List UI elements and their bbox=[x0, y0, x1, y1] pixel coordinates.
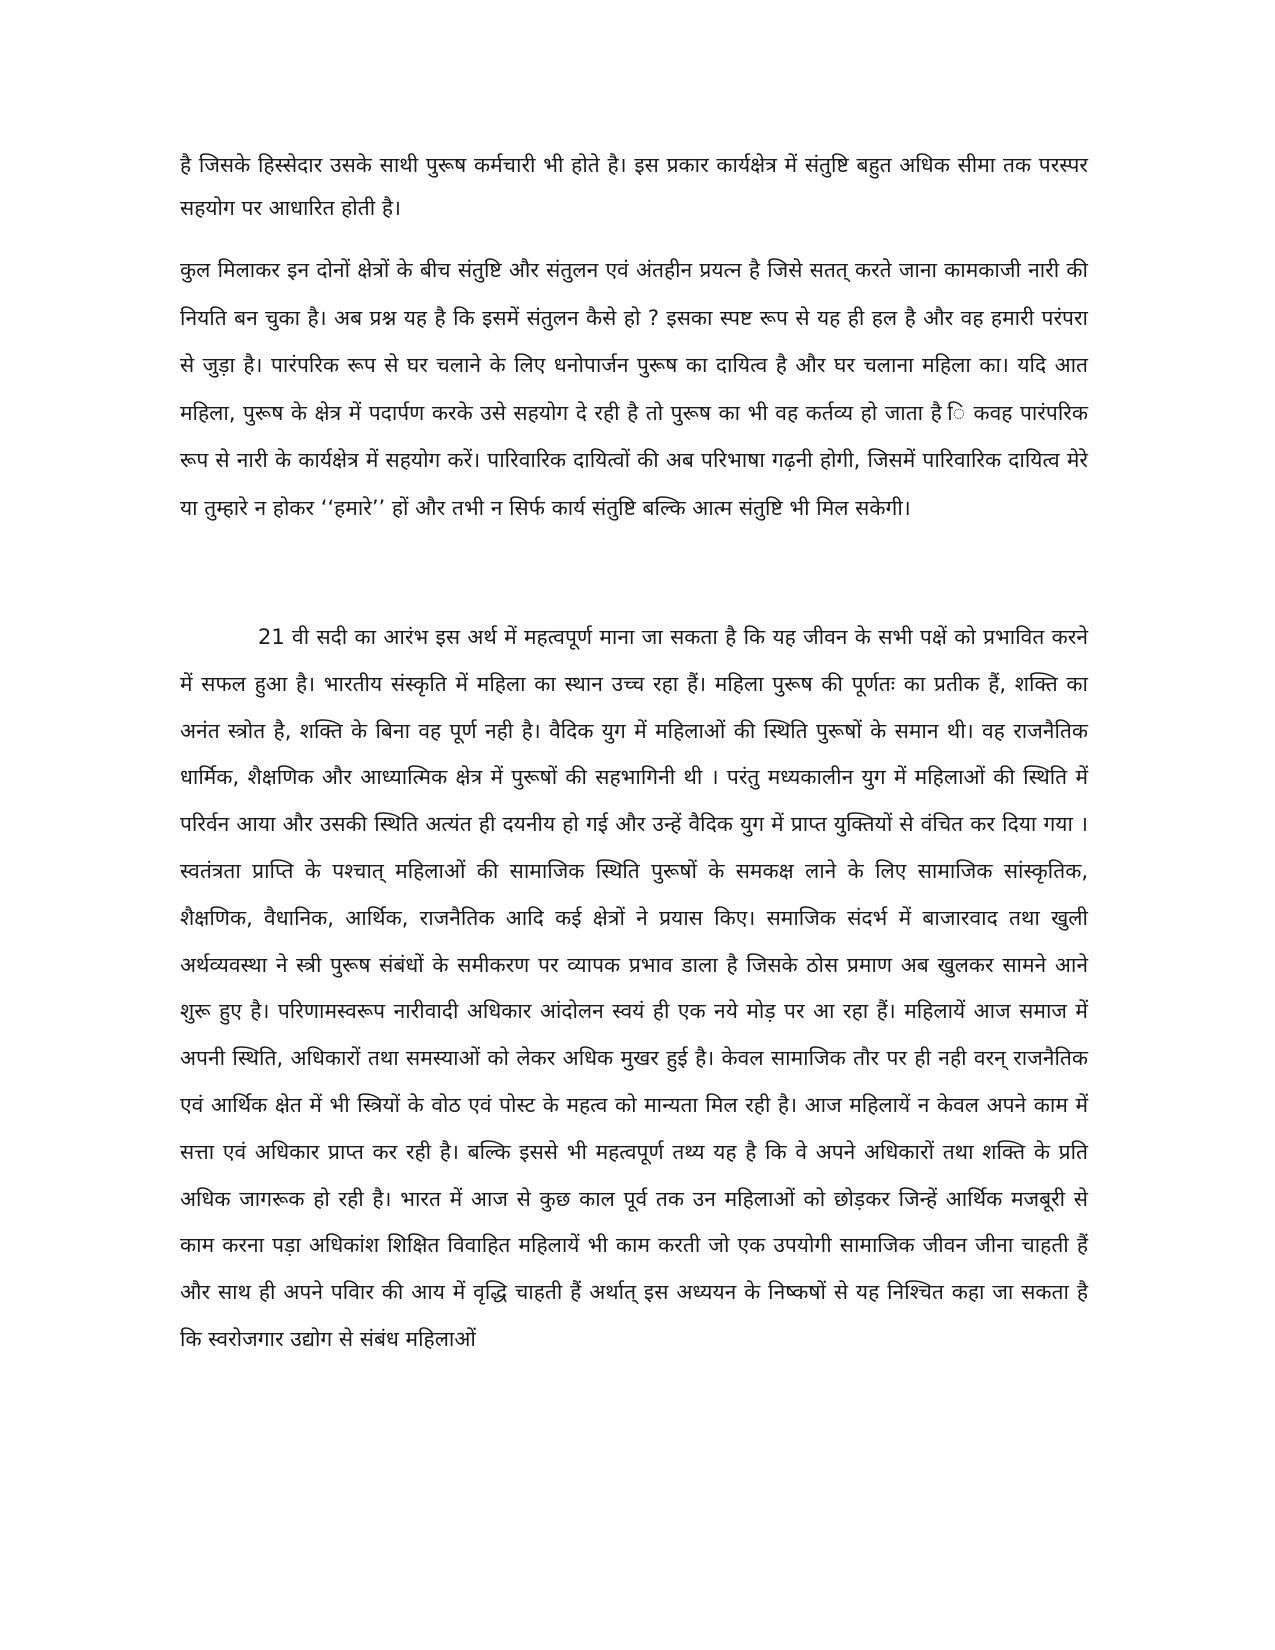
paragraph-21st-century: 21 वी सदी का आरंभ इस अर्थ में महत्वपूर्ण माना जा सकता है कि यह जीवन के सभी पक्षें को प्रभावित करने में सफल हुआ है। भारतीय संस्कृति में महिला का स्थान उच्च रहा हैं। महिला पुरूष की पूर्णतः का प्रतीक हैं, शक्ति का अनंत स्त्रोत है, शक्ति के बिना वह पूर्ण नही है। वैदिक युग में महिलाओं की स्थिति पुरूषों के समान थी। वह राजनैतिक धार्मिक, शैक्षणिक और आध्यात्मिक क्षेत्र में पुरूषों की सहभागिनी थी । परंतु मध्यकालीन युग में महिलाओं की स्थिति में परिर्वन आया और उसकी स्थिति अत्यंत ही दयनीय हो गई और उन्हें वैदिक युग में प्राप्त युक्तियों से वंचित कर दिया गया । स्वतंत्रता प्राप्ति के पश्चात् महिलाओं की सामाजिक स्थिति पुरूषों के समकक्ष लाने के लिए सामाजिक सांस्कृतिक, शैक्षणिक, वैधानिक, आर्थिक, राजनैतिक आदि कई क्षेत्रों ने प्रयास किए। समाजिक संदर्भ में बाजारवाद तथा खुली अर्थव्यवस्था ने स्त्री पुरूष संबंधों के समीकरण पर व्यापक प्रभाव डाला है जिसके ठोस प्रमाण अब खुलकर सामने आने शुरू हुए है। परिणामस्वरूप नारीवादी अधिकार आंदोलन स्वयं ही एक नये मोड़ पर आ रहा हैं। महिलायें आज समाज में अपनी स्थिति, अधिकारों तथा समस्याओं को लेकर अधिक मुखर हुई है। केवल सामाजिक तौर पर ही नही वरन् राजनैतिक एवं आर्थिक क्षेत में भी स्त्रियों के वोठ एवं पोस्ट के महत्व को मान्यता मिल रही है। आज महिलायें न केवल अपने काम में सत्ता एवं अधिकार प्राप्त कर रही है। बल्कि इससे भी महत्वपूर्ण तथ्य यह है कि वे अपने अधिकारों तथा शक्ति के प्रति अधिक जागरूक हो रही है। भारत में आज से कुछ काल पूर्व तक उन महिलाओं को छोड़कर जिन्हें आर्थिक मजबूरी से काम करना पड़ा अधिकांश शिक्षित विवाहित महिलायें भी काम करती जो एक उपयोगी सामाजिक जीवन जीना चाहती हैं और साथ ही अपने पविार की आय में वृद्धि चाहती हैं अर्थात् इस अध्ययन के निष्कषों से यह निश्चित कहा जा सकता है कि स्वरोजगार उद्योग से संबंध महिलाओं bbox=[180, 625, 1088, 1351]
paragraph-continuation: है जिसके हिस्सेदार उसके साथी पुरूष कर्मचारी भी होते है। इस प्रकार कार्यक्षेत्र में संतुष्टि बहुत अधिक सीमा तक परस्पर सहयोग पर आधारित होती है। bbox=[180, 153, 1088, 220]
paragraph-balance: कुल मिलाकर इन दोनों क्षेत्रों के बीच संतुष्टि और संतुलन एवं अंतहीन प्रयत्न है जिसे सतत् करते जाना कामकाजी नारी की नियति बन चुका है। अब प्रश्न यह है कि इसमें संतुलन कैसे हो ? इसका स्पष्ट रूप से यह ही हल है और वह हमारी परंपरा से जुड़ा है। पारंपरिक रूप से घर चलाने के लिए धनोपार्जन पुरूष का दायित्व है और घर चलाना महिला का। यदि आत महिला, पुरूष के क्षेत्र में पदार्पण करके उसे सहयोग दे रही है तो पुरूष का भी वह कर्तव्य हो जाता है ि कवह पारंपरिक रूप से नारी के कार्यक्षेत्र में सहयोग करें। पारिवारिक दायित्वों की अब परिभाषा गढ़नी होगी, जिसमें पारिवारिक दायित्व मेरे या तुम्हारे न होकर ‘‘हमारे’’ हों और तभी न सिर्फ कार्य संतुष्टि बल्कि आत्म संतुष्टि भी मिल सकेगी। bbox=[180, 258, 1088, 520]
